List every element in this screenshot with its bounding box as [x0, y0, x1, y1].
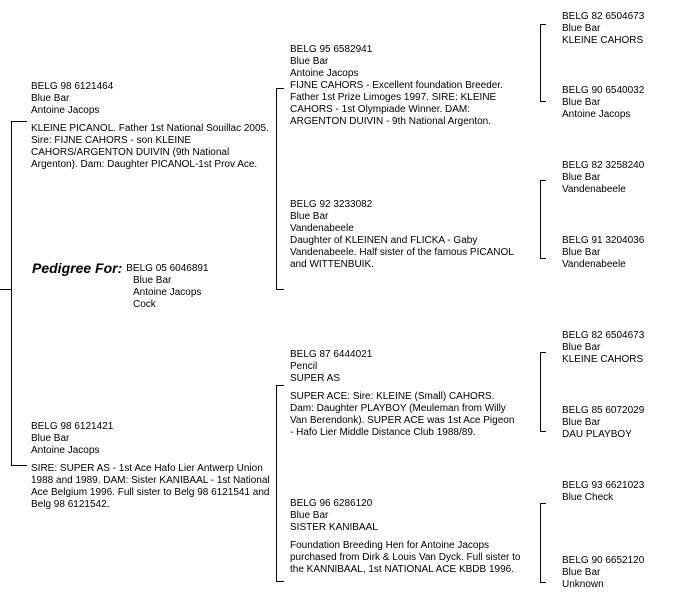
- gp-ds-breeder: SUPER AS: [290, 373, 341, 384]
- gp-sd-breeder: Vandenabeele: [290, 223, 354, 234]
- grandsire-sire-block: [290, 44, 515, 128]
- gp-ds-ring: BELG 87 6444021: [290, 349, 373, 360]
- ggp-block-1: [562, 11, 644, 47]
- ggp-name: Unknown: [562, 579, 604, 590]
- dam-bracket-top: [276, 385, 284, 386]
- ggp-block-3: [562, 160, 644, 196]
- gp-ds-description: SUPER ACE: Sire: KLEINE (Small) CAHORS. Dam: Daughter PLAYBOY (Meuleman from Willy Van Berendonk). SUPER ACE was 1st Ace Pigeon - Hafo Lier Middle Distance Club 1988/89.: [290, 391, 515, 438]
- gp-ds-bracket-top: [540, 352, 546, 353]
- dam-block: [31, 421, 278, 511]
- sire-block: [31, 81, 278, 171]
- grandsire-dam-block: [290, 349, 515, 439]
- granddam-sire-block: [290, 199, 525, 271]
- ggp-ring: BELG 82 6504673: [562, 330, 645, 341]
- ggp-name: DAU PLAYBOY: [562, 429, 632, 440]
- gp-sd-bracket-top: [540, 180, 546, 181]
- subject-bracket-bottom: [11, 465, 27, 466]
- dam-ring: BELG 98 6121421: [31, 421, 114, 432]
- gp-ss-bracket-top: [540, 24, 546, 25]
- gp-sd-bracket: [540, 180, 541, 259]
- ggp-ring: BELG 93 6621023: [562, 480, 645, 491]
- subject-block: [32, 261, 209, 311]
- pedigree-title: Pedigree For:: [32, 260, 123, 276]
- ggp-block-8: [562, 555, 644, 591]
- subject-sex: Cock: [133, 299, 156, 310]
- granddam-dam-block: [290, 498, 530, 576]
- subject-bracket-mid: [0, 289, 12, 290]
- subject-bracket: [11, 121, 12, 466]
- sire-bracket-bottom: [276, 289, 284, 290]
- dam-bracket-bottom: [276, 581, 284, 582]
- ggp-name: Antoine Jacops: [562, 109, 631, 120]
- ggp-block-2: [562, 85, 644, 121]
- ggp-ring: BELG 82 6504673: [562, 11, 645, 22]
- ggp-name: Vandenabeele: [562, 184, 626, 195]
- gp-ss-ring: BELG 95 6582941: [290, 44, 373, 55]
- gp-dd-breeder: SISTER KANIBAAL: [290, 522, 378, 533]
- dam-breeder: Antoine Jacops: [31, 445, 100, 456]
- ggp-color: Blue Check: [562, 492, 614, 503]
- dam-description: SIRE: SUPER AS - 1st Ace Hafo Lier Antwerp Union 1988 and 1989. DAM: Sister KANIBAAL - 1st National Ace Belgium 1996. Full sister to Belg 98 6121541 and Belg 98 6121542.: [31, 463, 270, 510]
- gp-dd-bracket-top: [540, 503, 546, 504]
- subject-breeder: Antoine Jacops: [133, 287, 202, 298]
- gp-sd-ring: BELG 92 3233082: [290, 199, 373, 210]
- gp-ss-bracket-bottom: [540, 101, 546, 102]
- gp-sd-description: Daughter of KLEINEN and FLICKA - Gaby Vandenabeele. Half sister of the famous PICANOL and WITTENBUIK.: [290, 235, 514, 270]
- ggp-block-4: [562, 235, 644, 271]
- gp-ds-bracket-bottom: [540, 431, 546, 432]
- gp-dd-bracket: [540, 503, 541, 583]
- ggp-ring: BELG 82 3258240: [562, 160, 645, 171]
- ggp-color: Blue Bar: [562, 567, 601, 578]
- subject-ring: BELG 05 6046891: [126, 263, 209, 274]
- gp-ss-description: FIJNE CAHORS - Excellent foundation Breeder. Father 1st Prize Limoges 1997. SIRE: KLEINE CAHORS - 1st Olympiade Winner. DAM: ARGENTON DUIVIN - 9th National Argenton.: [290, 80, 503, 127]
- sire-breeder: Antoine Jacops: [31, 105, 100, 116]
- sire-color: Blue Bar: [31, 93, 70, 104]
- dam-color: Blue Bar: [31, 433, 70, 444]
- ggp-ring: BELG 90 6652120: [562, 555, 645, 566]
- gp-dd-bracket-bottom: [540, 582, 546, 583]
- ggp-ring: BELG 90 6540032: [562, 85, 645, 96]
- ggp-color: Blue Bar: [562, 97, 601, 108]
- gp-sd-color: Blue Bar: [290, 211, 329, 222]
- ggp-name: Vandenabeele: [562, 259, 626, 270]
- ggp-block-6: [562, 405, 644, 441]
- ggp-color: Blue Bar: [562, 172, 601, 183]
- ggp-color: Blue Bar: [562, 417, 601, 428]
- gp-ss-breeder: Antoine Jacops: [290, 68, 359, 79]
- ggp-ring: BELG 91 3204036: [562, 235, 645, 246]
- gp-dd-description: Foundation Breeding Hen for Antoine Jacops purchased from Dirk & Louis Van Dyck. Full sister to the KANNIBAAL, 1st NATIONAL ACE KBDB 1996.: [290, 540, 521, 575]
- ggp-name: KLEINE CAHORS: [562, 354, 644, 365]
- gp-ss-color: Blue Bar: [290, 56, 329, 67]
- subject-color: Blue Bar: [133, 275, 172, 286]
- gp-dd-color: Blue Bar: [290, 510, 329, 521]
- ggp-color: Blue Bar: [562, 247, 601, 258]
- sire-description: KLEINE PICANOL. Father 1st National Souillac 2005. Sire: FIJNE CAHORS - son KLEINE CAHORS/ARGENTON DUIVIN (9th National Argenton). Dam: Daughter PICANOL-1st Prov Ace.: [31, 123, 269, 170]
- subject-bracket-top: [11, 121, 27, 122]
- ggp-ring: BELG 85 6072029: [562, 405, 645, 416]
- ggp-color: Blue Bar: [562, 342, 601, 353]
- ggp-block-7: [562, 480, 644, 504]
- gp-ss-bracket: [540, 24, 541, 102]
- gp-ds-color: Pencil: [290, 361, 318, 372]
- gp-dd-ring: BELG 96 6286120: [290, 498, 373, 509]
- gp-ds-bracket: [540, 352, 541, 432]
- gp-sd-bracket-bottom: [540, 258, 546, 259]
- ggp-name: KLEINE CAHORS: [562, 35, 644, 46]
- sire-ring: BELG 98 6121464: [31, 81, 114, 92]
- ggp-block-5: [562, 330, 644, 366]
- ggp-color: Blue Bar: [562, 23, 601, 34]
